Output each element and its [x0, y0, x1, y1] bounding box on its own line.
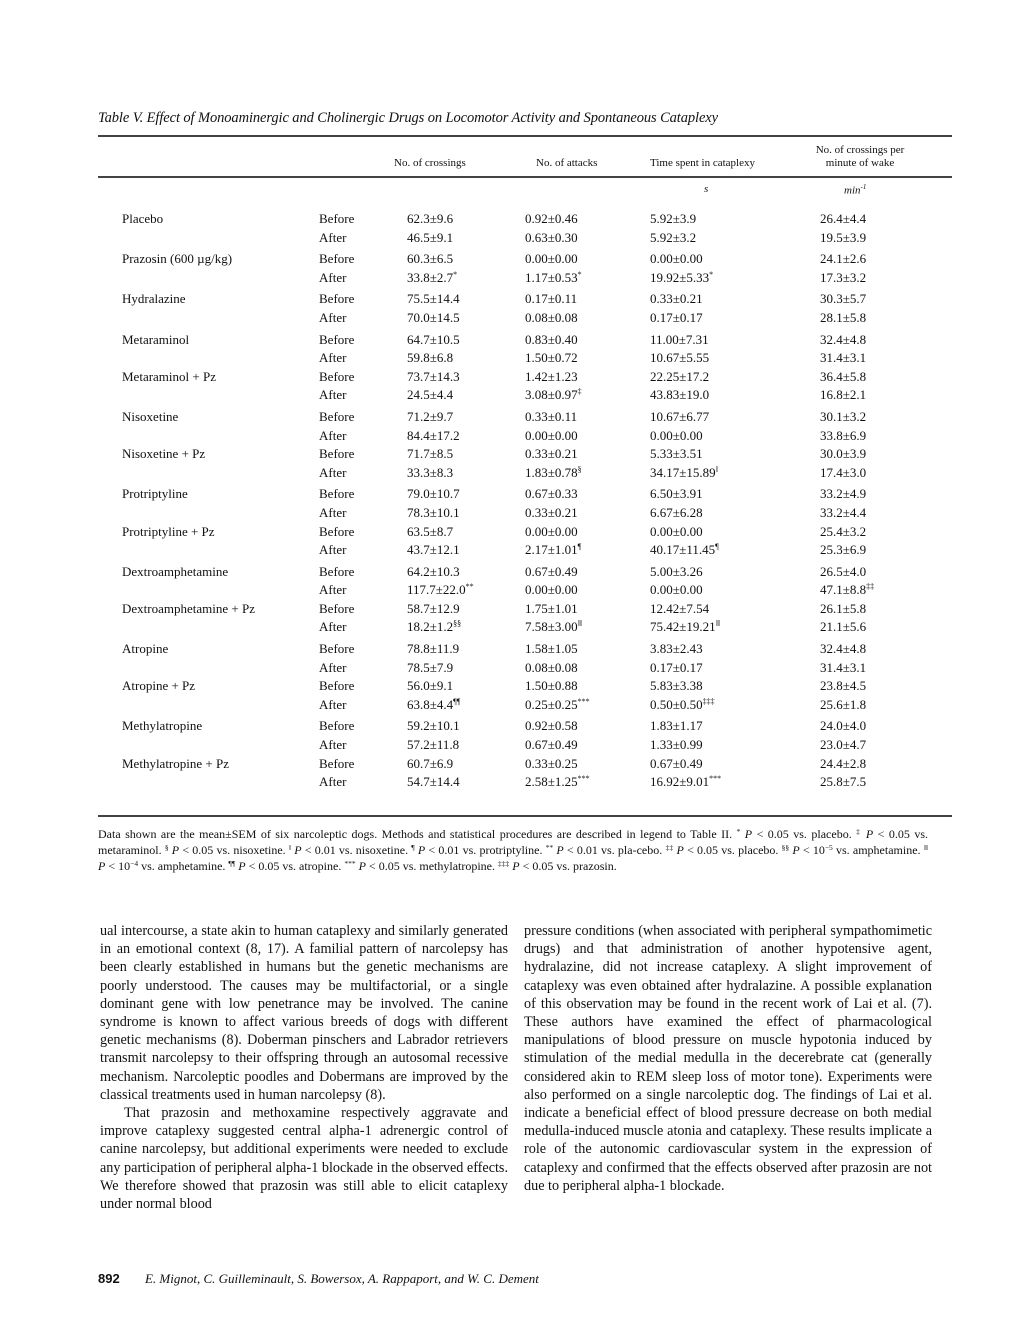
cataplexy-time-value: 0.33±0.21 — [650, 291, 703, 307]
crossings-per-minute-value: 32.4±4.8 — [820, 641, 867, 657]
cataplexy-time-value: 1.33±0.99 — [650, 737, 703, 753]
cataplexy-time-value: 0.00±0.00 — [650, 251, 703, 267]
timepoint: Before — [319, 211, 355, 226]
table-row — [122, 309, 930, 328]
table-row — [122, 755, 930, 774]
crossings-per-minute-value: 30.3±5.7 — [820, 291, 867, 307]
crossings-value: 33.3±8.3 — [407, 464, 454, 480]
cataplexy-time-value: 5.00±3.26 — [650, 563, 703, 579]
attacks-value: 0.17±0.11 — [525, 291, 578, 307]
crossings-per-minute-value: 26.4±4.4 — [820, 211, 867, 226]
drug-name: Methylatropine + Pz — [122, 755, 229, 771]
header-cataplexy-time: Time spent in cataplexy — [650, 157, 755, 169]
drug-name — [122, 696, 319, 715]
attacks-value: 7.58±3.00‖‖ — [525, 619, 583, 635]
crossings-per-minute-value: 33.8±6.9 — [820, 427, 867, 443]
crossings-value: 58.7±12.9 — [407, 600, 460, 616]
crossings-value: 18.2±1.2§§ — [407, 619, 462, 635]
crossings-value: 71.7±8.5 — [407, 446, 454, 462]
table-row — [122, 773, 930, 792]
table-row — [122, 229, 930, 248]
attacks-value: 2.17±1.01¶ — [525, 542, 582, 558]
timepoint: Before — [319, 331, 355, 347]
body-paragraph: ual intercourse, a state akin to human cataplexy and similarly generated in an emotional context (8, 17). A familial pattern of narcolepsy has been clearly established in humans but the genetic mechanisms are poorly understood. The causes may be multifactorial, or a single dominant gene with low penetrance may be involved. The canine syndrome is known to affect various breeds of dogs with different genetic mechanisms (8). Doberman pinschers and Labrador retrievers transmit narcolepsy to their offspring through an autosomal recessive mechanism. Narcoleptic poodles and Dobermans are improved by the classical treatments used in human narcolepsy (8). — [100, 923, 508, 1103]
attacks-value: 1.50±0.72 — [525, 350, 578, 366]
attacks-value: 0.83±0.40 — [525, 331, 578, 347]
crossings-value: 33.8±2.7* — [407, 269, 458, 285]
attacks-value: 0.67±0.49 — [525, 737, 578, 753]
cataplexy-time-value: 5.92±3.2 — [650, 229, 697, 245]
crossings-per-minute-value: 30.1±3.2 — [820, 408, 867, 424]
drug-name: Placebo — [122, 211, 164, 226]
timepoint: Before — [319, 523, 355, 539]
drug-name — [122, 427, 319, 446]
cataplexy-time-value: 10.67±6.77 — [650, 408, 710, 424]
crossings-value: 78.8±11.9 — [407, 641, 460, 657]
attacks-value: 1.58±1.05 — [525, 641, 578, 657]
footnote-marker: ‡ — [577, 387, 582, 397]
drug-name — [122, 386, 319, 405]
crossings-per-minute-value: 25.4±3.2 — [820, 523, 867, 539]
crossings-value: 64.2±10.3 — [407, 563, 460, 579]
attacks-value: 0.00±0.00 — [525, 582, 578, 598]
crossings-value: 24.5±4.4 — [407, 387, 454, 403]
crossings-value: 57.2±11.8 — [407, 737, 460, 753]
timepoint: After — [319, 582, 347, 598]
attacks-value: 0.00±0.00 — [525, 427, 578, 443]
table-row — [122, 696, 930, 715]
crossings-value: 59.2±10.1 — [407, 718, 460, 734]
timepoint: Before — [319, 718, 355, 734]
drug-name — [122, 773, 319, 792]
footnote-marker: ¶¶ — [453, 696, 461, 706]
drug-name: Atropine + Pz — [122, 678, 196, 694]
timepoint: Before — [319, 251, 355, 267]
crossings-per-minute-value: 33.2±4.9 — [820, 486, 867, 502]
crossings-value: 70.0±14.5 — [407, 309, 460, 325]
drug-name — [122, 659, 319, 678]
data-table — [122, 207, 930, 792]
crossings-per-minute-value: 19.5±3.9 — [820, 229, 867, 245]
attacks-value: 0.08±0.08 — [525, 309, 578, 325]
crossings-value: 56.0±9.1 — [407, 678, 454, 694]
table-row — [122, 405, 930, 427]
attacks-value: 0.63±0.30 — [525, 229, 578, 245]
cataplexy-time-value: 43.83±19.0 — [650, 387, 710, 403]
crossings-value: 71.2±9.7 — [407, 408, 454, 424]
drug-name: Protriptyline + Pz — [122, 523, 215, 539]
header-crossings: No. of crossings — [394, 157, 466, 169]
timepoint: After — [319, 229, 347, 245]
drug-name: Hydralazine — [122, 291, 186, 307]
drug-name: Nisoxetine + Pz — [122, 446, 206, 462]
crossings-per-minute-value: 25.3±6.9 — [820, 542, 867, 558]
timepoint: Before — [319, 486, 355, 502]
crossings-value: 62.3±9.6 — [407, 211, 454, 226]
cataplexy-time-value: 16.92±9.01*** — [650, 774, 722, 790]
attacks-value: 1.50±0.88 — [525, 678, 578, 694]
footnote-marker: *** — [577, 774, 590, 784]
timepoint: After — [319, 464, 347, 480]
crossings-value: 64.7±10.5 — [407, 331, 460, 347]
timepoint: Before — [319, 641, 355, 657]
timepoint: After — [319, 774, 347, 790]
cataplexy-time-value: 19.92±5.33* — [650, 269, 714, 285]
attacks-value: 0.92±0.58 — [525, 718, 578, 734]
table-row — [122, 714, 930, 736]
drug-name: Prazosin (600 µg/kg) — [122, 251, 233, 267]
body-paragraph: That prazosin and methoxamine respectively aggravate and improve cataplexy suggested central alpha-1 adrenergic control of canine narcolepsy, but additional experiments were needed to exclude any participation of peripheral alpha-1 blockade in the observed effects. We therefore showed that prazosin was still able to elicit cataplexy under normal blood — [100, 1105, 508, 1213]
drug-name — [122, 349, 319, 368]
crossings-value: 78.5±7.9 — [407, 659, 454, 675]
table-row — [122, 247, 930, 269]
drug-name — [122, 618, 319, 637]
timepoint: After — [319, 504, 347, 520]
table-row — [122, 541, 930, 560]
attacks-value: 1.42±1.23 — [525, 368, 578, 384]
table-row — [122, 464, 930, 483]
cataplexy-time-value: 5.33±3.51 — [650, 446, 703, 462]
timepoint: Before — [319, 291, 355, 307]
body-column-left — [100, 922, 508, 1213]
page-number: 892 — [98, 1271, 120, 1286]
table-row — [122, 560, 930, 582]
table-row — [122, 482, 930, 504]
crossings-per-minute-value: 24.4±2.8 — [820, 755, 867, 771]
footnote-marker: ‡‡ — [866, 582, 875, 592]
cataplexy-time-value: 0.00±0.00 — [650, 582, 703, 598]
crossings-value: 117.7±22.0** — [407, 582, 474, 598]
header-attacks: No. of attacks — [536, 157, 598, 169]
timepoint: Before — [319, 678, 355, 694]
table-header-rule — [98, 176, 952, 178]
timepoint: After — [319, 309, 347, 325]
footnote-marker: ¶ — [715, 542, 719, 552]
attacks-value: 3.08±0.97‡ — [525, 387, 582, 403]
crossings-value: 84.4±17.2 — [407, 427, 460, 443]
crossings-per-minute-value: 25.8±7.5 — [820, 774, 867, 790]
table-row — [122, 677, 930, 696]
drug-name — [122, 541, 319, 560]
cataplexy-time-value: 6.67±6.28 — [650, 504, 703, 520]
crossings-value: 60.7±6.9 — [407, 755, 454, 771]
footnote-marker: *** — [709, 774, 722, 784]
table-bottom-rule — [98, 815, 952, 817]
footnote-marker: ** — [465, 582, 474, 592]
cataplexy-time-value: 22.25±17.2 — [650, 368, 710, 384]
crossings-per-minute-value: 31.4±3.1 — [820, 659, 867, 675]
footnote-marker: § — [577, 464, 582, 474]
drug-name — [122, 309, 319, 328]
attacks-value: 0.33±0.11 — [525, 408, 578, 424]
crossings-per-minute-value: 24.0±4.0 — [820, 718, 867, 734]
cataplexy-time-value: 5.83±3.38 — [650, 678, 703, 694]
attacks-value: 0.33±0.25 — [525, 755, 578, 771]
table-row — [122, 386, 930, 405]
timepoint: Before — [319, 600, 355, 616]
table-row — [122, 427, 930, 446]
unit-seconds: s — [704, 183, 709, 195]
drug-name — [122, 504, 319, 523]
crossings-per-minute-value: 17.4±3.0 — [820, 464, 867, 480]
body-paragraph: pressure conditions (when associated with peripheral sympathomimetic drugs) and that administration of another hypotensive agent, hydralazine, did not increase cataplexy. A slight improvement of cataplexy was even obtained after hydralazine. A possible explanation of this observation may be found in the recent work of Lai et al. (7). These authors have examined the effect of pharmacological manipulations of blood pressure on muscle hypotonia induced by stimulation of the medial medulla in the decerebrate cat (generally considered akin to REM sleep loss of motor tone). Experiments were also performed on a single narcoleptic dog. The findings of Lai et al. indicate a beneficial effect of blood pressure decrease on both medial medulla-induced muscle atonia and cataplexy. These results implicate a role of the autonomic cardiovascular system in the expression of cataplexy and confirmed that the effects observed after prazosin are not due to peripheral alpha-1 blockade. — [524, 923, 932, 1194]
table-row — [122, 504, 930, 523]
drug-name: Metaraminol — [122, 331, 190, 347]
author-list: E. Mignot, C. Guilleminault, S. Bowersox, A. Rappaport, and W. C. Dement — [144, 1271, 539, 1286]
footnote-marker: *** — [577, 696, 590, 706]
footnote-marker: * — [577, 269, 582, 279]
drug-name — [122, 736, 319, 755]
crossings-value: 79.0±10.7 — [407, 486, 460, 502]
cataplexy-time-value: 40.17±11.45¶ — [650, 542, 719, 558]
cataplexy-time-value: 3.83±2.43 — [650, 641, 703, 657]
cataplexy-time-value: 0.00±0.00 — [650, 427, 703, 443]
crossings-value: 75.5±14.4 — [407, 291, 460, 307]
crossings-per-minute-value: 30.0±3.9 — [820, 446, 867, 462]
drug-name — [122, 464, 319, 483]
footnote-marker: ‡‡‡ — [702, 696, 715, 706]
crossings-value: 78.3±10.1 — [407, 504, 460, 520]
crossings-per-minute-value: 16.8±2.1 — [820, 387, 867, 403]
table-row — [122, 618, 930, 637]
crossings-value: 63.5±8.7 — [407, 523, 454, 539]
crossings-value: 59.8±6.8 — [407, 350, 454, 366]
cataplexy-time-value: 0.17±0.17 — [650, 309, 703, 325]
table-row — [122, 349, 930, 368]
crossings-per-minute-value: 24.1±2.6 — [820, 251, 867, 267]
table-footnote: Data shown are the mean±SEM of six narcoleptic dogs. Methods and statistical procedures are described in legend to Table II. * P < 0.05 vs. placebo. ‡ P < 0.05 vs. metaraminol. § P < 0.05 vs. nisoxetine. ‖ P < 0.01 vs. nisoxetine. ¶ P < 0.01 vs. protriptyline. ** P < 0.01 vs. pla-cebo. ‡‡ P < 0.05 vs. placebo. §§ $P < 10^{-5}$ vs. amphetamine. ‖‖ $P < 10^{-4}$ vs. amphetamine. ¶¶ P < 0.05 vs. atropine. *** P < 0.05 vs. methylatropine. ‡‡‡ P < 0.05 vs. prazosin. — [98, 827, 929, 874]
crossings-per-minute-value: 28.1±5.8 — [820, 309, 867, 325]
footnote-marker: ‖‖ — [715, 619, 721, 629]
cataplexy-time-value: 0.00±0.00 — [650, 523, 703, 539]
attacks-value: 1.17±0.53* — [525, 269, 582, 285]
crossings-per-minute-value: 32.4±4.8 — [820, 331, 867, 347]
timepoint: After — [319, 350, 347, 366]
crossings-per-minute-value: 33.2±4.4 — [820, 504, 867, 520]
crossings-per-minute-value: 17.3±3.2 — [820, 269, 867, 285]
crossings-per-minute-value: 25.6±1.8 — [820, 696, 867, 712]
timepoint: After — [319, 737, 347, 753]
drug-name — [122, 269, 319, 288]
timepoint: After — [319, 427, 347, 443]
attacks-value: 0.33±0.21 — [525, 446, 578, 462]
drug-name: Dextroamphetamine — [122, 563, 229, 579]
footnote-marker: §§ — [453, 619, 462, 629]
attacks-value: 2.58±1.25*** — [525, 774, 590, 790]
crossings-per-minute-value: 26.1±5.8 — [820, 600, 867, 616]
timepoint: After — [319, 269, 347, 285]
crossings-per-minute-value: 21.1±5.6 — [820, 619, 867, 635]
cataplexy-time-value: 6.50±3.91 — [650, 486, 703, 502]
body-column-right — [524, 922, 932, 1195]
unit-per-minute: $\min^{-1}$ — [844, 183, 867, 197]
cataplexy-time-value: 5.92±3.9 — [650, 211, 697, 226]
timepoint: Before — [319, 755, 355, 771]
timepoint: After — [319, 387, 347, 403]
timepoint: After — [319, 659, 347, 675]
table-caption: Table V. Effect of Monoaminergic and Cholinergic Drugs on Locomotor Activity and Spontaneous Cataplexy — [98, 110, 718, 126]
drug-name — [122, 581, 319, 600]
crossings-per-minute-value: 47.1±8.8‡‡ — [820, 582, 875, 598]
table-row — [122, 207, 930, 229]
footnote-marker: ‖ — [715, 464, 718, 474]
cataplexy-time-value: 0.17±0.17 — [650, 659, 703, 675]
attacks-value: 0.67±0.33 — [525, 486, 578, 502]
attacks-value: 0.33±0.21 — [525, 504, 578, 520]
table-row — [122, 269, 930, 288]
attacks-value: 1.75±1.01 — [525, 600, 578, 616]
table-row — [122, 523, 930, 542]
crossings-per-minute-value: 36.4±5.8 — [820, 368, 867, 384]
timepoint: Before — [319, 563, 355, 579]
footnote-marker: * — [453, 269, 458, 279]
cataplexy-time-value: 0.50±0.50‡‡‡ — [650, 696, 715, 712]
crossings-value: 60.3±6.5 — [407, 251, 454, 267]
drug-name: Protriptyline — [122, 486, 188, 502]
timepoint: After — [319, 696, 347, 712]
cataplexy-time-value: 10.67±5.55 — [650, 350, 710, 366]
attacks-value: 0.67±0.49 — [525, 563, 578, 579]
header-crossings-per-minute: No. of crossings per minute of wake — [815, 144, 905, 169]
crossings-per-minute-value: 26.5±4.0 — [820, 563, 867, 579]
drug-name: Methylatropine — [122, 718, 203, 734]
table-row — [122, 659, 930, 678]
crossings-per-minute-value: 31.4±3.1 — [820, 350, 867, 366]
crossings-value: 54.7±14.4 — [407, 774, 460, 790]
table-row — [122, 328, 930, 350]
crossings-value: 73.7±14.3 — [407, 368, 460, 384]
table-row — [122, 445, 930, 464]
table-row — [122, 736, 930, 755]
timepoint: After — [319, 542, 347, 558]
attacks-value: 1.83±0.78§ — [525, 464, 582, 480]
timepoint: Before — [319, 408, 355, 424]
cataplexy-time-value: 0.67±0.49 — [650, 755, 703, 771]
table-row — [122, 637, 930, 659]
footnote-marker: * — [709, 269, 714, 279]
footnote-marker: ¶ — [577, 542, 582, 552]
table-row — [122, 368, 930, 387]
attacks-value: 0.08±0.08 — [525, 659, 578, 675]
drug-name: Atropine — [122, 641, 169, 657]
drug-name — [122, 229, 319, 248]
crossings-value: 46.5±9.1 — [407, 229, 454, 245]
drug-name: Metaraminol + Pz — [122, 368, 216, 384]
timepoint: After — [319, 619, 347, 635]
crossings-per-minute-value: 23.8±4.5 — [820, 678, 867, 694]
crossings-per-minute-value: 23.0±4.7 — [820, 737, 867, 753]
drug-name: Nisoxetine — [122, 408, 179, 424]
cataplexy-time-value: 11.00±7.31 — [650, 331, 709, 347]
crossings-value: 43.7±12.1 — [407, 542, 460, 558]
cataplexy-time-value: 34.17±15.89‖ — [650, 464, 718, 480]
footnote-marker: ‖‖ — [577, 619, 583, 629]
drug-name: Dextroamphetamine + Pz — [122, 600, 255, 616]
page-footer — [98, 1271, 539, 1287]
table-row — [122, 581, 930, 600]
timepoint: Before — [319, 368, 355, 384]
cataplexy-time-value: 1.83±1.17 — [650, 718, 703, 734]
table-row — [122, 287, 930, 309]
timepoint: Before — [319, 446, 355, 462]
table-row — [122, 600, 930, 619]
attacks-value: 0.25±0.25*** — [525, 696, 590, 712]
cataplexy-time-value: 12.42±7.54 — [650, 600, 710, 616]
attacks-value: 0.92±0.46 — [525, 211, 578, 226]
cataplexy-time-value: 75.42±19.21‖‖ — [650, 619, 721, 635]
attacks-value: 0.00±0.00 — [525, 251, 578, 267]
attacks-value: 0.00±0.00 — [525, 523, 578, 539]
table-top-rule — [98, 135, 952, 137]
crossings-value: 63.8±4.4¶¶ — [407, 696, 461, 712]
